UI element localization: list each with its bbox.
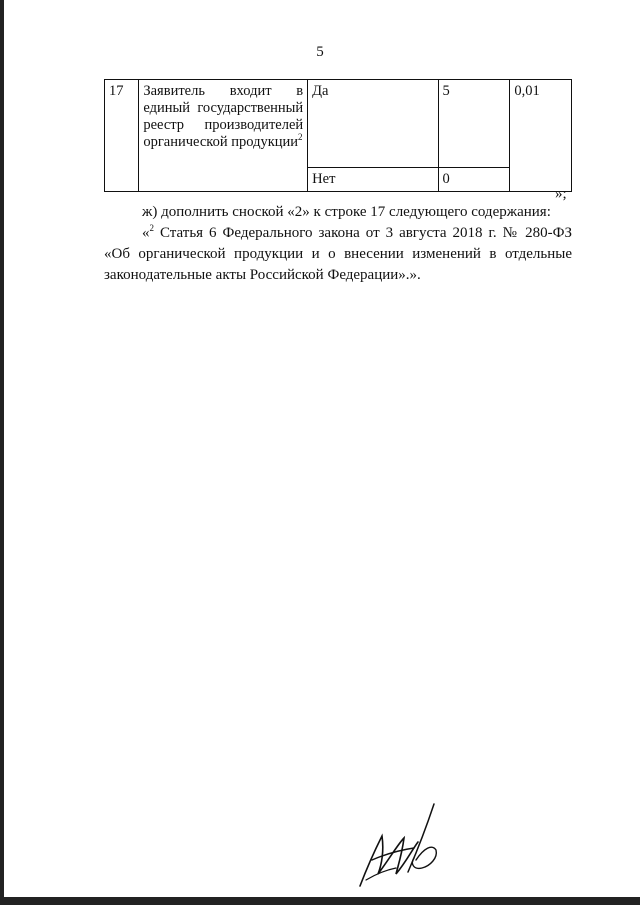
criterion-cell bbox=[139, 80, 308, 192]
answer-cell-yes bbox=[308, 80, 438, 168]
scan-edge-bottom bbox=[0, 897, 640, 905]
answer-no: Нет bbox=[312, 171, 336, 187]
weight-value: 0,01 bbox=[514, 83, 540, 99]
scan-edge-left bbox=[0, 0, 4, 905]
page-number: 5 bbox=[316, 44, 324, 60]
signature-image bbox=[352, 800, 452, 890]
footnote-open-quote: « bbox=[142, 225, 150, 241]
footnote-mark: 2 bbox=[149, 223, 154, 233]
weight-cell bbox=[510, 80, 572, 192]
answer-yes: Да bbox=[312, 83, 329, 99]
table-row bbox=[105, 80, 572, 168]
score-cell-no bbox=[438, 168, 510, 192]
score-no: 0 bbox=[442, 171, 450, 187]
criterion-text: Заявитель входит в единый государственный реестр производителей органической продукции bbox=[143, 83, 304, 150]
score-yes: 5 bbox=[442, 83, 450, 99]
criterion-footnote-mark: 2 bbox=[298, 132, 303, 143]
answer-cell-no bbox=[308, 168, 438, 192]
footnote-text: Статья 6 Федерального закона от 3 августа 2018 г. № 280-ФЗ «Об органической продукции и о внесении изменений в отдельные законодательные акты Российской Федерации».». bbox=[104, 225, 572, 283]
row-number: 17 bbox=[109, 83, 124, 99]
criteria-table bbox=[104, 79, 572, 192]
score-cell-yes bbox=[438, 80, 510, 168]
amendment-instruction: ж) дополнить сноской «2» к строке 17 следующего содержания: bbox=[142, 204, 551, 220]
row-number-cell bbox=[105, 80, 139, 192]
footnote-paragraph bbox=[104, 223, 572, 286]
closing-quote: »; bbox=[555, 186, 567, 202]
